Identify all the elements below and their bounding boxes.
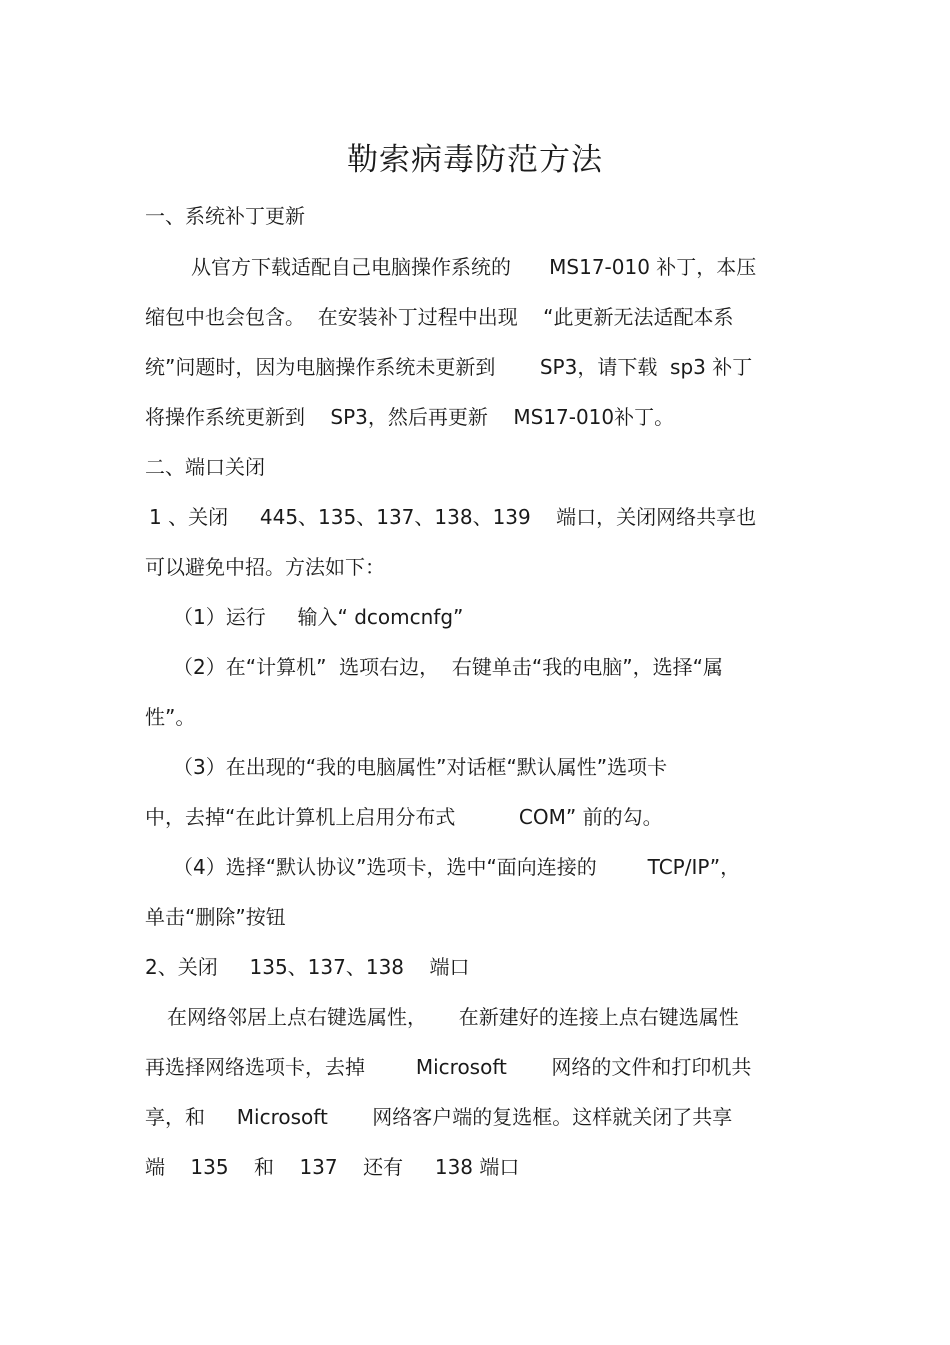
step-line: 单击“删除”按钮 (145, 905, 286, 929)
section-heading-1: 一、系统补丁更新 (145, 204, 305, 228)
paragraph-line: 从官方下载适配自己电脑操作系统的 MS17-010 补丁，本压 (191, 255, 757, 279)
subsection-heading: 2、关闭 135、137、138 端口 (145, 955, 470, 979)
paragraph-line: 统”问题时，因为电脑操作系统未更新到 SP3，请下载 sp3 补丁 (145, 355, 753, 379)
paragraph-line: 享，和 Microsoft 网络客户端的复选框。这样就关闭了共享 (145, 1105, 733, 1129)
step-line: （2）在“计算机” 选项右边， 右键单击“我的电脑”，选择“属 (173, 655, 723, 679)
step-line: 中，去掉“在此计算机上启用分布式 COM” 前的勾。 (145, 805, 663, 829)
document-title: 勒索病毒防范方法 (347, 142, 603, 178)
paragraph-line: 1 、关闭 445、135、137、138、139 端口，关闭网络共享也 (149, 505, 757, 529)
step-line: （3）在出现的“我的电脑属性”对话框“默认属性”选项卡 (173, 755, 668, 779)
step-line: （1）运行 输入“ dcomcnfg” (173, 605, 464, 629)
step-line: 性”。 (145, 705, 196, 729)
paragraph-line: 缩包中也会包含。 在安装补丁过程中出现 “此更新无法适配本系 (145, 305, 734, 329)
paragraph-line: 将操作系统更新到 SP3，然后再更新 MS17-010补丁。 (145, 405, 675, 429)
paragraph-line: 可以避免中招。方法如下： (145, 555, 385, 579)
step-line: （4）选择“默认协议”选项卡，选中“面向连接的 TCP/IP”， (173, 855, 741, 879)
paragraph-line: 再选择网络选项卡，去掉 Microsoft 网络的文件和打印机共 (145, 1055, 752, 1079)
paragraph-line: 端 135 和 137 还有 138 端口 (145, 1155, 520, 1179)
paragraph-line: 在网络邻居上点右键选属性， 在新建好的连接上点右键选属性 (167, 1005, 739, 1029)
section-heading-2: 二、端口关闭 (145, 455, 265, 479)
